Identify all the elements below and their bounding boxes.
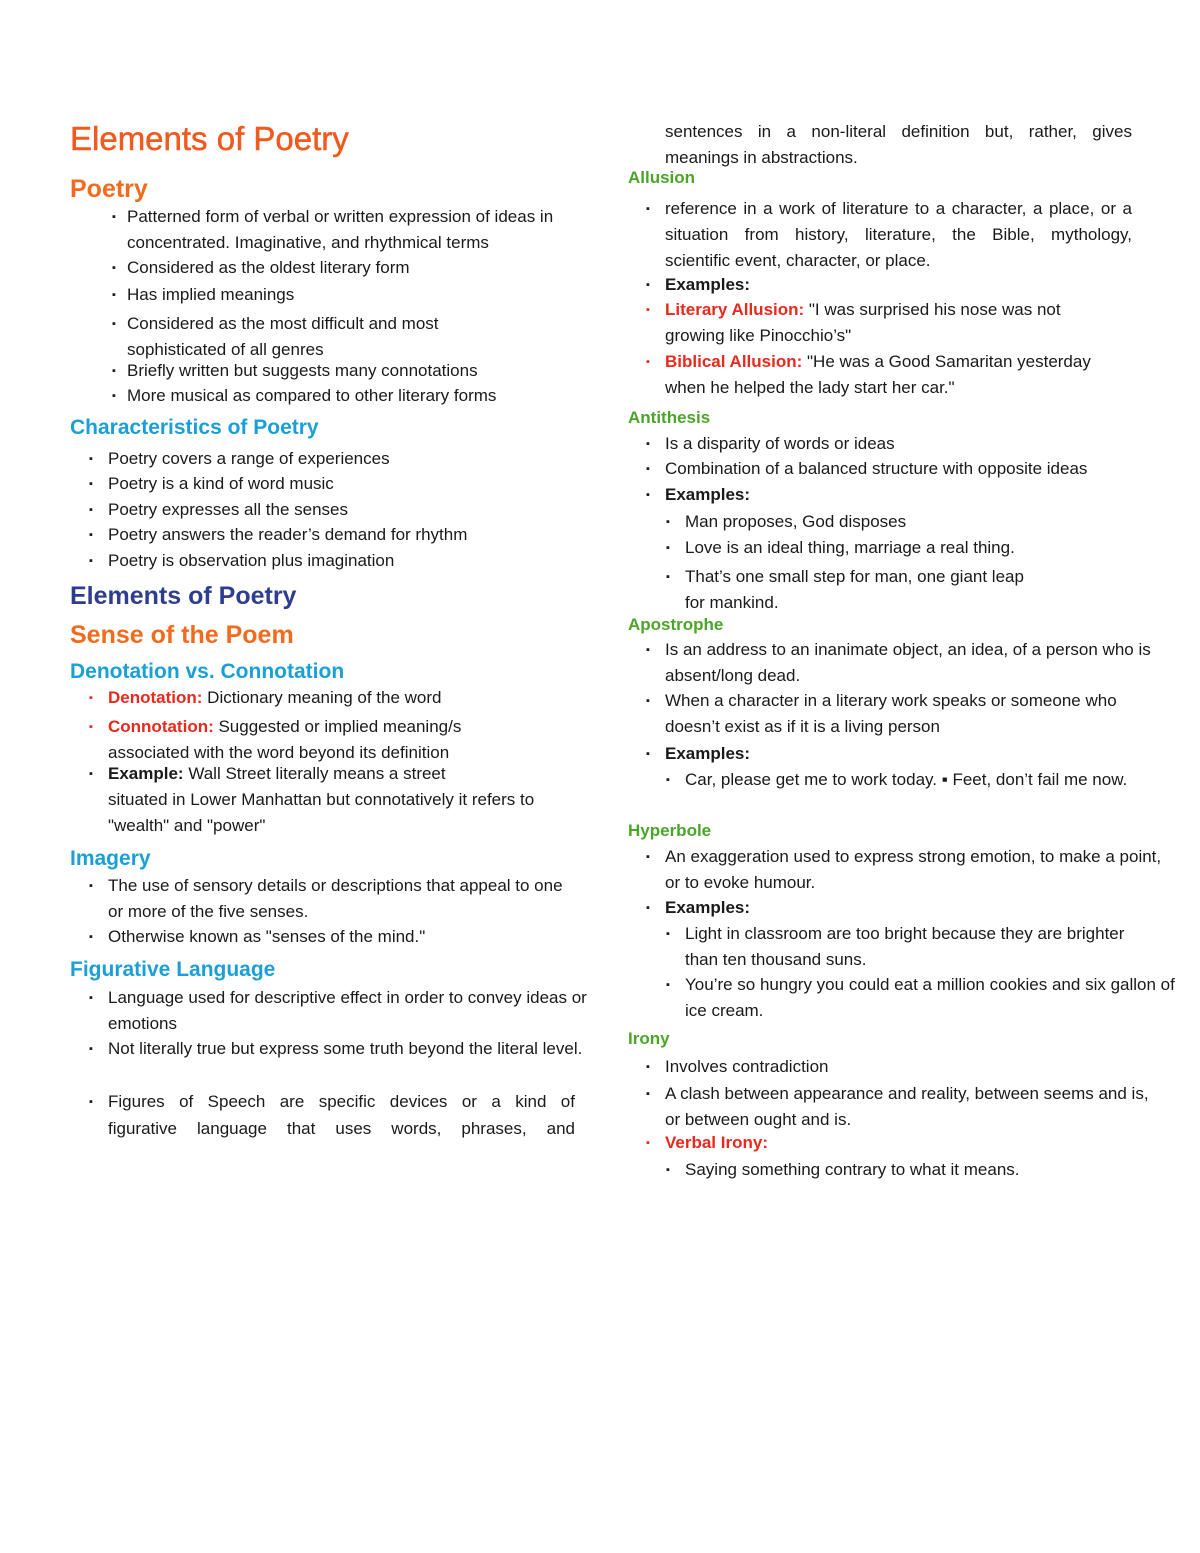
list-item: ▪ You’re so hungry you could eat a million cookies and six gallon of ice cream. xyxy=(666,975,1175,1020)
list-item: ▪ That’s one small step for man, one giant leap for mankind. xyxy=(666,567,1024,612)
list-item: ▪ Examples: xyxy=(646,275,751,294)
list-item: ▪ Literary Allusion: "I was surprised his nose was not growing like Pinocchio’s" xyxy=(646,300,1061,345)
list-item: ▪ Examples: xyxy=(646,485,751,504)
list-item: ▪ More musical as compared to other literary forms xyxy=(112,386,497,405)
list-item: ▪ A clash between appearance and reality, between seems and is, or between ought and is. xyxy=(646,1084,1149,1129)
irony-heading: Irony xyxy=(628,1029,670,1048)
list-item: ▪ Connotation: Suggested or implied meaning/s associated with the word beyond its definition xyxy=(89,717,462,762)
list-item: ▪ Combination of a balanced structure with opposite ideas xyxy=(646,459,1088,478)
list-item: ▪ Not literally true but express some truth beyond the literal level. xyxy=(89,1039,583,1058)
antithesis-heading: Antithesis xyxy=(628,408,711,427)
figurative-heading: Figurative Language xyxy=(70,958,276,981)
list-item: ▪ Is an address to an inanimate object, an idea, of a person who is absent/long dead. xyxy=(646,640,1151,685)
allusion-heading: Allusion xyxy=(628,168,696,187)
apostrophe-heading: Apostrophe xyxy=(628,615,724,634)
list-item: ▪ Poetry is observation plus imagination xyxy=(89,551,395,570)
list-item: ▪ Considered as the oldest literary form xyxy=(112,258,410,277)
list-item: ▪ The use of sensory details or descriptions that appeal to one or more of the five senses. xyxy=(89,876,563,921)
list-item: ▪ Is a disparity of words or ideas xyxy=(646,434,895,453)
list-item: ▪ Light in classroom are too bright because they are brighter than ten thousand suns. xyxy=(666,924,1125,969)
list-item: ▪ Poetry expresses all the senses xyxy=(89,500,349,519)
list-item: ▪ Example: Wall Street literally means a street situated in Lower Manhattan but connotatively it refers to "wealth" and "power" xyxy=(89,764,535,835)
list-item: ▪ Language used for descriptive effect in order to convey ideas or emotions xyxy=(89,988,587,1033)
list-item: ▪ Car, please get me to work today. ▪ Feet, don’t fail me now. xyxy=(666,770,1128,789)
imagery-heading: Imagery xyxy=(70,847,151,870)
list-item: ▪ Man proposes, God disposes xyxy=(666,512,907,531)
list-item: ▪ Otherwise known as "senses of the mind." xyxy=(89,927,426,946)
list-item: ▪ Poetry is a kind of word music xyxy=(89,474,334,493)
list-item: ▪ Poetry answers the reader’s demand for rhythm xyxy=(89,525,468,544)
list-item: ▪ Examples: xyxy=(646,898,751,917)
list-item: ▪ Verbal Irony: xyxy=(646,1133,768,1152)
list-item: ▪ Considered as the most difficult and most sophisticated of all genres xyxy=(112,314,439,359)
poetry-heading: Poetry xyxy=(70,175,148,203)
list-item: ▪ When a character in a literary work speaks or someone who doesn’t exist as if it is a living person xyxy=(646,691,1117,736)
list-item: ▪ Poetry covers a range of experiences xyxy=(89,449,390,468)
list-item: ▪ Has implied meanings xyxy=(112,285,295,304)
list-item: ▪ Saying something contrary to what it means. xyxy=(666,1160,1020,1179)
list-item: ▪ Denotation: Dictionary meaning of the word xyxy=(89,688,442,707)
list-item: ▪ Biblical Allusion: "He was a Good Samaritan yesterday when he helped the lady start her car." xyxy=(646,352,1091,397)
list-item: ▪ Examples: xyxy=(646,744,751,763)
list-item: ▪ Briefly written but suggests many connotations xyxy=(112,361,478,380)
sense-heading: Sense of the Poem xyxy=(70,621,294,649)
list-item: ▪ An exaggeration used to express strong emotion, to make a point, or to evoke humour. xyxy=(646,847,1162,892)
continued-paragraph: sentences in a non-literal definition but, rather, gives meanings in abstractions. xyxy=(665,122,1132,167)
list-item: ▪ reference in a work of literature to a character, a place, or a situation from history, literature, the Bible, mythology, scientific event, character, or place. xyxy=(646,199,1132,270)
elements-heading: Elements of Poetry xyxy=(70,582,297,610)
hyperbole-heading: Hyperbole xyxy=(628,821,712,840)
denotation-heading: Denotation vs. Connotation xyxy=(70,660,345,683)
list-item: ▪ Involves contradiction xyxy=(646,1057,829,1076)
list-item: ▪ Figures of Speech are specific devices or a kind of figurative language that uses words, phrases, and xyxy=(89,1092,575,1138)
list-item: ▪ Love is an ideal thing, marriage a real thing. xyxy=(666,538,1015,557)
list-item: ▪ Patterned form of verbal or written expression of ideas in concentrated. Imaginative, and rhythmical terms xyxy=(112,207,554,252)
page-title: Elements of Poetry xyxy=(70,120,349,157)
characteristics-heading: Characteristics of Poetry xyxy=(70,416,319,439)
